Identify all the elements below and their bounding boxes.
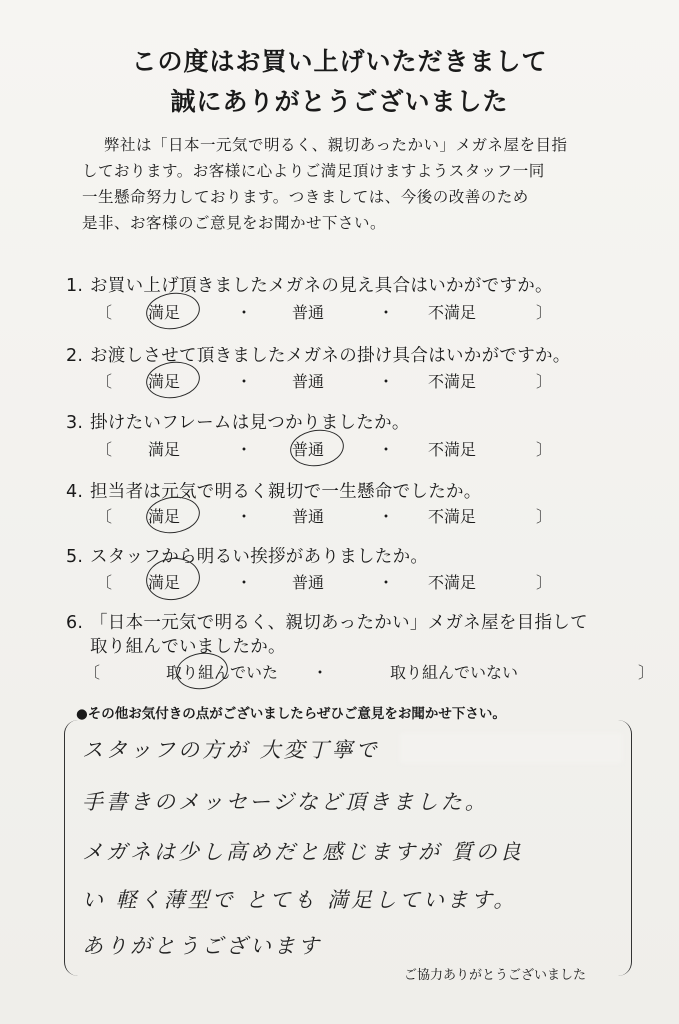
separator: ・ — [236, 573, 253, 592]
question-number: 2. — [66, 346, 84, 366]
intro-line-2: しております。お客様に心よりご満足頂けますようスタッフ一同 — [82, 162, 545, 180]
question-text: 掛けたいフレームは見つかりましたか。 — [90, 413, 410, 433]
remark-line-4: い 軽く薄型で とても 満足しています。 — [82, 888, 518, 912]
option-neutral[interactable]: 普通 — [292, 372, 325, 391]
question-4 — [66, 478, 626, 503]
separator: ・ — [378, 440, 395, 459]
option-not-doing[interactable]: 取り組んでいない — [390, 663, 519, 682]
intro-line-4: 是非、お客様のご意見をお聞かせ下さい。 — [82, 214, 387, 232]
question-1 — [66, 272, 626, 297]
separator: ・ — [378, 573, 395, 592]
option-satisfied[interactable]: 満足 — [148, 507, 181, 526]
option-doing[interactable]: 取り組んでいた — [166, 663, 279, 682]
remark-line-2: 手書きのメッセージなど頂きました。 — [82, 790, 489, 814]
bracket-close: 〕 — [536, 573, 553, 592]
option-dissatisfied[interactable]: 不満足 — [428, 440, 477, 459]
question-6-options — [84, 660, 655, 684]
question-text: お買い上げ頂きましたメガネの見え具合はいかがですか。 — [90, 276, 553, 296]
question-number: 6. — [66, 613, 84, 633]
bracket-close: 〕 — [536, 440, 553, 459]
question-number: 3. — [66, 413, 84, 433]
bracket-close: 〕 — [536, 372, 553, 391]
question-number: 5. — [66, 547, 84, 567]
remarks-heading: ●その他お気付きの点がございましたらぜひご意見をお聞かせ下さい。 — [76, 706, 506, 722]
separator: ・ — [378, 507, 395, 526]
question-number: 4. — [66, 482, 84, 502]
option-satisfied[interactable]: 満足 — [148, 372, 181, 391]
question-3 — [66, 409, 626, 434]
option-satisfied[interactable]: 満足 — [148, 440, 181, 459]
bracket-close: 〕 — [536, 303, 553, 322]
separator: ・ — [312, 663, 329, 682]
option-dissatisfied[interactable]: 不満足 — [428, 507, 477, 526]
option-neutral[interactable]: 普通 — [292, 440, 325, 459]
bracket-open: 〔 — [96, 303, 113, 322]
question-text: 「日本一元気で明るく、親切あったかい」メガネ屋を目指して — [90, 613, 588, 633]
bracket-open: 〔 — [96, 573, 113, 592]
remark-line-3: メガネは少し高めだと感じますが 質の良 — [82, 840, 524, 864]
remark-line-1: スタッフの方が 大変丁寧で — [82, 738, 380, 762]
bracket-close: 〕 — [536, 507, 553, 526]
option-dissatisfied[interactable]: 不満足 — [428, 372, 477, 391]
title-line-2: 誠にありがとうございました — [170, 87, 509, 116]
remark-line-5: ありがとうございます — [82, 934, 322, 958]
separator: ・ — [236, 440, 253, 459]
question-5 — [66, 543, 626, 568]
separator: ・ — [378, 303, 395, 322]
option-dissatisfied[interactable]: 不満足 — [428, 573, 477, 592]
question-text: 担当者は元気で明るく親切で一生懸命でしたか。 — [90, 482, 482, 502]
option-neutral[interactable]: 普通 — [292, 303, 325, 322]
bracket-open: 〔 — [96, 440, 113, 459]
question-2 — [66, 342, 626, 367]
question-6-line-2: 取り組んでいましたか。 — [90, 637, 286, 657]
option-satisfied[interactable]: 満足 — [148, 303, 181, 322]
question-number: 1. — [66, 276, 84, 296]
bracket-close: 〕 — [638, 663, 655, 682]
separator: ・ — [236, 507, 253, 526]
option-neutral[interactable]: 普通 — [292, 507, 325, 526]
bracket-open: 〔 — [96, 372, 113, 391]
intro-paragraph — [82, 132, 612, 236]
title-line-1: この度はお買い上げいただきまして — [131, 47, 548, 76]
redacted-area — [400, 733, 622, 763]
intro-line-1: 弊社は「日本一元気で明るく、親切あったかい」メガネ屋を目指 — [104, 136, 568, 154]
bracket-open: 〔 — [96, 507, 113, 526]
footer-thanks: ご協力ありがとうございました — [404, 968, 587, 983]
option-dissatisfied[interactable]: 不満足 — [428, 303, 477, 322]
intro-line-3: 一生懸命努力しております。つきましては、今後の改善のため — [82, 188, 529, 206]
question-text: スタッフから明るい挨拶がありましたか。 — [90, 547, 429, 567]
option-satisfied[interactable]: 満足 — [148, 573, 181, 592]
separator: ・ — [236, 303, 253, 322]
separator: ・ — [378, 372, 395, 391]
option-neutral[interactable]: 普通 — [292, 573, 325, 592]
question-6 — [66, 609, 626, 634]
separator: ・ — [236, 372, 253, 391]
bracket-open: 〔 — [84, 663, 101, 682]
question-text: お渡しさせて頂きましたメガネの掛け具合はいかがですか。 — [90, 346, 571, 366]
